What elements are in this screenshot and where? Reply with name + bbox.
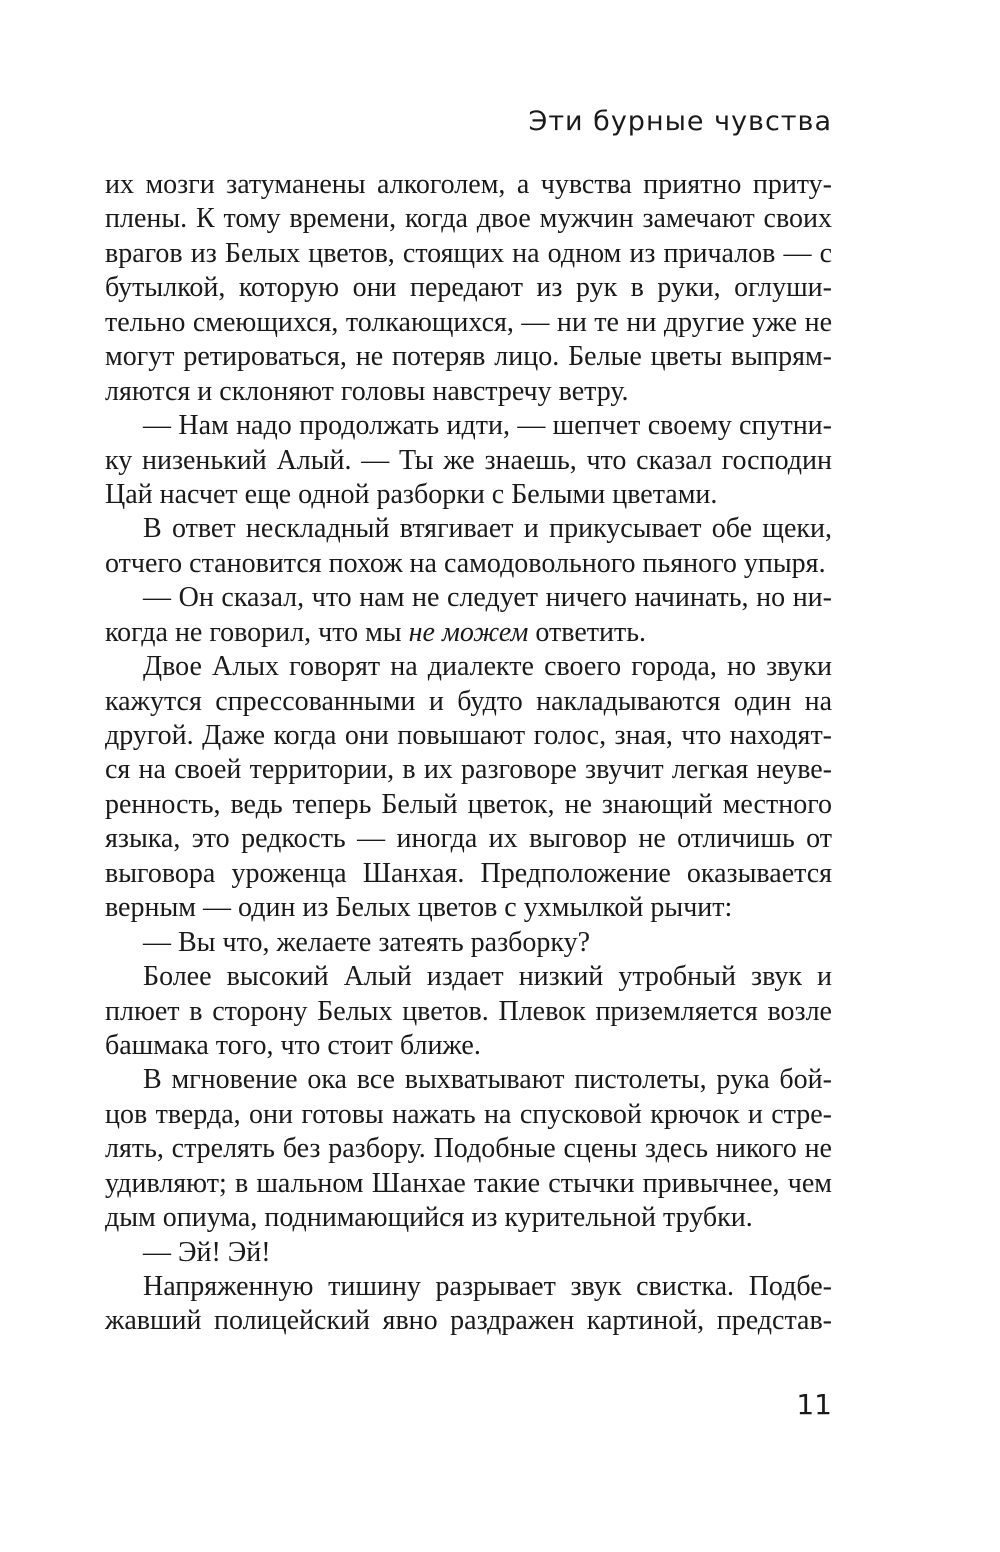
text-line: [105, 1167, 832, 1201]
text-line-content: врагов из Белых цветов, стоящих на одном из причалов — с: [105, 237, 832, 269]
text-line: [105, 444, 832, 478]
text-line: [105, 857, 832, 891]
text-line: [105, 1270, 832, 1304]
text-line: [105, 1201, 832, 1235]
text-line: [105, 1304, 832, 1338]
text-line: [105, 685, 832, 719]
text-line: [105, 1098, 832, 1132]
text-line: [105, 788, 832, 822]
text-line-content: — Нам надо продолжать идти, — шепчет своему спутни-: [143, 410, 832, 442]
text-line-content: когда не говорил, что мы: [105, 616, 409, 648]
text-line-content: верным — один из Белых цветов с ухмылкой рычит:: [105, 892, 733, 924]
text-line: [105, 547, 832, 581]
text-line: [105, 1236, 832, 1270]
text-line-content: их мозги затуманены алкоголем, а чувства приятно приту-: [105, 169, 832, 200]
text-line-content: ренность, ведь теперь Белый цветок, не знающий местного: [105, 788, 832, 820]
text-line-content: кажутся спрессованными и будто накладываются один на: [105, 685, 832, 717]
running-head: Эти бурные чувства: [528, 106, 832, 137]
text-line-content: — Эй! Эй!: [143, 1236, 271, 1268]
text-line: [105, 822, 832, 856]
text-line-content: другой. Даже когда они повышают голос, зная, что находят-: [105, 720, 832, 751]
text-line-content: башмака того, что стоит ближе.: [105, 1029, 481, 1061]
text-line-content: ответить.: [528, 616, 646, 648]
text-line-content: Более высокий Алый издает низкий утробный звук и: [143, 961, 832, 993]
text-line-content: бутылкой, которую они передают из рук в руки, оглуши-: [105, 272, 832, 304]
text-line-content: плены. К тому времени, когда двое мужчин замечают своих: [105, 203, 832, 235]
text-line: [105, 237, 832, 271]
text-line-content: — Он сказал, что нам не следует ничего начинать, но ни-: [143, 582, 832, 614]
text-line: [105, 650, 832, 684]
text-line: [105, 581, 832, 615]
text-line: [105, 1132, 832, 1166]
body-text: [105, 168, 832, 1339]
text-line: [105, 340, 832, 374]
text-line-content: выговора уроженца Шанхая. Предположение оказывается: [105, 857, 832, 889]
text-line-content: Цай насчет еще одной разборки с Белыми цветами.: [105, 478, 718, 510]
page-number: 11: [796, 1388, 832, 1421]
text-line: [105, 512, 832, 546]
text-line: [105, 926, 832, 960]
text-line: [105, 1063, 832, 1097]
text-line-content: В ответ нескладный втягивает и прикусывает обе щеки,: [143, 513, 832, 545]
text-line: [105, 409, 832, 443]
text-line-content: жавший полицейский явно раздражен картиной, представ-: [105, 1305, 832, 1337]
text-line-content: плюет в сторону Белых цветов. Плевок приземляется возле: [105, 995, 832, 1027]
text-line: [105, 375, 832, 409]
text-line-content: языка, это редкость — иногда их выговор не отличишь от: [105, 823, 832, 855]
text-line-content: Напряженную тишину разрывает звук свистка. Подбе-: [143, 1271, 832, 1302]
text-line: [105, 616, 832, 650]
text-line: [105, 306, 832, 340]
text-line-content: тельно смеющихся, толкающихся, — ни те ни другие уже не: [105, 306, 832, 338]
text-line-content: лять, стрелять без разбору. Подобные сцены здесь никого не: [105, 1133, 832, 1165]
text-line: [105, 1029, 832, 1063]
text-line: [105, 271, 832, 305]
emphasis-text: не можем: [408, 616, 529, 648]
text-line: [105, 719, 832, 753]
text-line-content: могут ретироваться, не потеряв лицо. Белые цветы выпрям-: [105, 341, 832, 373]
text-line: [105, 960, 832, 994]
text-line: [105, 168, 832, 202]
text-line-content: В мгновение ока все выхватывают пистолеты, рука бой-: [143, 1064, 832, 1096]
text-line-content: дым опиума, поднимающийся из курительной трубки.: [105, 1202, 753, 1234]
text-line-content: удивляют; в шальном Шанхае такие стычки привычнее, чем: [105, 1167, 832, 1199]
text-line: [105, 891, 832, 925]
text-line-content: Двое Алых говорят на диалекте своего города, но звуки: [143, 651, 832, 683]
text-line-content: ся на своей территории, в их разговоре звучит легкая неуве-: [105, 754, 832, 786]
text-line: [105, 753, 832, 787]
text-line: [105, 202, 832, 236]
text-line-content: — Вы что, желаете затеять разборку?: [143, 926, 591, 958]
text-line-content: ляются и склоняют головы навстречу ветру.: [105, 375, 629, 407]
text-line: [105, 478, 832, 512]
text-line: [105, 995, 832, 1029]
text-line-content: отчего становится похож на самодовольного пьяного упыря.: [105, 547, 826, 579]
text-line-content: ку низенький Алый. — Ты же знаешь, что сказал господин: [105, 444, 832, 476]
text-line-content: цов тверда, они готовы нажать на спусковой крючок и стре-: [105, 1098, 832, 1130]
